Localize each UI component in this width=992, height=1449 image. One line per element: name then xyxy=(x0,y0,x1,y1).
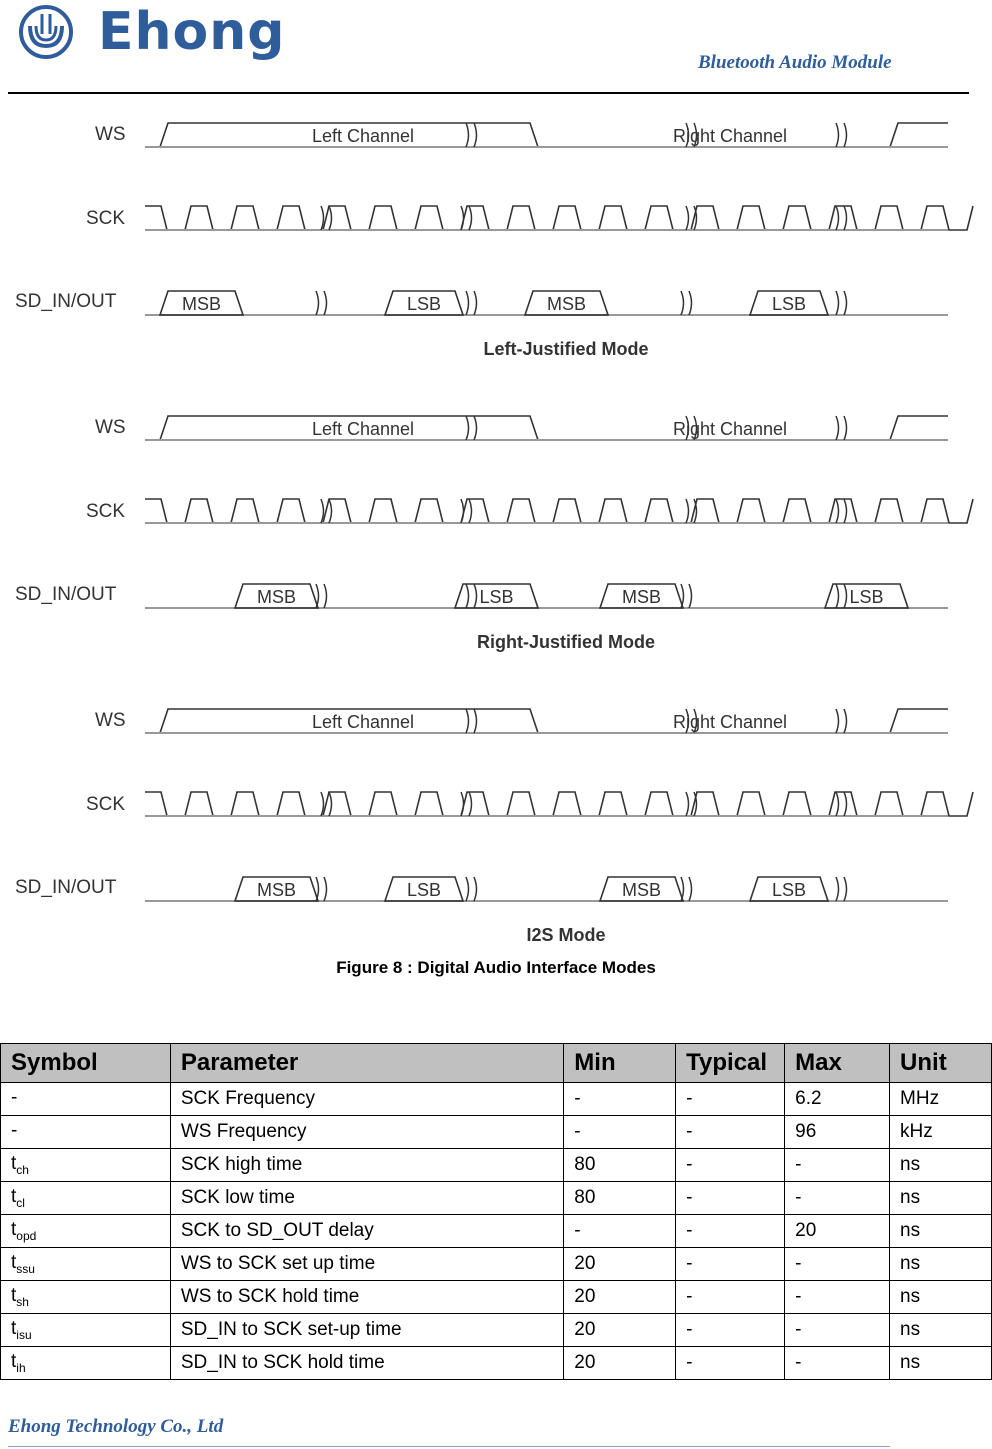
symbol-cell xyxy=(1,1248,171,1281)
footer-company: Ehong Technology Co., Ltd xyxy=(8,1416,224,1437)
break-mark xyxy=(681,877,692,901)
msb-label: MSB xyxy=(621,880,662,900)
right-channel-label: Right Channel xyxy=(672,126,788,146)
sck-signal-label: SCK xyxy=(86,501,126,522)
sd-signal-label: SD_IN/OUT xyxy=(15,291,117,312)
break-mark xyxy=(466,877,477,901)
symbol-cell xyxy=(1,1182,171,1215)
timing-diagram xyxy=(0,105,992,945)
ws-signal-label: WS xyxy=(95,417,126,438)
ws-signal-label: WS xyxy=(95,124,126,145)
typical-cell: - xyxy=(676,1248,785,1281)
symbol-subscript: isu xyxy=(16,1327,32,1342)
symbol-text: t xyxy=(11,1318,17,1340)
symbol-text: t xyxy=(11,1285,17,1307)
sck-waveform xyxy=(145,792,973,816)
typical-cell: - xyxy=(676,1182,785,1215)
header-divider xyxy=(8,92,969,94)
max-cell: - xyxy=(785,1314,890,1347)
parameter-cell: SCK high time xyxy=(170,1149,563,1182)
parameter-cell: SD_IN to SCK set-up time xyxy=(170,1314,563,1347)
header-max: Max xyxy=(785,1044,890,1083)
table-row xyxy=(1,1314,992,1347)
mode-title: Left-Justified Mode xyxy=(483,339,649,359)
unit-cell: ns xyxy=(890,1248,992,1281)
right-channel-label: Right Channel xyxy=(672,712,788,732)
left-channel-label: Left Channel xyxy=(311,419,415,439)
break-mark xyxy=(836,584,847,608)
ws-waveform xyxy=(145,709,948,733)
break-mark xyxy=(836,291,847,315)
header-min: Min xyxy=(564,1044,676,1083)
company-name: Ehong xyxy=(98,2,286,62)
min-cell: - xyxy=(564,1215,676,1248)
break-mark xyxy=(836,123,847,147)
break-mark xyxy=(466,291,477,315)
typical-cell: - xyxy=(676,1116,785,1149)
min-cell: - xyxy=(564,1116,676,1149)
symbol-text: t xyxy=(11,1252,17,1274)
max-cell: - xyxy=(785,1281,890,1314)
lsb-label: LSB xyxy=(771,880,807,900)
parameter-cell: WS Frequency xyxy=(170,1116,563,1149)
unit-cell: ns xyxy=(890,1347,992,1380)
symbol-cell xyxy=(1,1149,171,1182)
parameter-cell: SCK low time xyxy=(170,1182,563,1215)
break-mark xyxy=(466,709,477,733)
typical-cell: - xyxy=(676,1347,785,1380)
table-row xyxy=(1,1347,992,1380)
typical-cell: - xyxy=(676,1281,785,1314)
table-header-row xyxy=(1,1044,992,1083)
table-row xyxy=(1,1248,992,1281)
sck-waveform xyxy=(145,206,973,230)
min-cell: 20 xyxy=(564,1281,676,1314)
ws-waveform xyxy=(145,123,948,147)
sck-waveform xyxy=(145,499,973,523)
table-row xyxy=(1,1281,992,1314)
min-cell: 20 xyxy=(564,1347,676,1380)
sck-signal-label: SCK xyxy=(86,208,126,229)
symbol-cell xyxy=(1,1281,171,1314)
symbol-subscript: ih xyxy=(16,1360,26,1375)
parameter-cell: WS to SCK hold time xyxy=(170,1281,563,1314)
min-cell: 80 xyxy=(564,1182,676,1215)
break-mark xyxy=(316,877,327,901)
module-title: Bluetooth Audio Module xyxy=(698,52,892,73)
msb-label: MSB xyxy=(546,294,587,314)
unit-cell: MHz xyxy=(890,1083,992,1116)
symbol-text: - xyxy=(11,1087,18,1109)
break-mark xyxy=(836,792,847,816)
parameter-cell: SCK Frequency xyxy=(170,1083,563,1116)
parameter-cell: SCK to SD_OUT delay xyxy=(170,1215,563,1248)
ws-waveform xyxy=(145,416,948,440)
symbol-subscript: ssu xyxy=(16,1261,35,1276)
footer-divider xyxy=(8,1446,890,1447)
right-channel-label: Right Channel xyxy=(672,419,788,439)
header-unit: Unit xyxy=(890,1044,992,1083)
typical-cell: - xyxy=(676,1215,785,1248)
break-mark xyxy=(466,584,477,608)
symbol-subscript: sh xyxy=(16,1294,29,1309)
lsb-label: LSB xyxy=(406,880,442,900)
msb-label: MSB xyxy=(181,294,222,314)
mode-title: Right-Justified Mode xyxy=(477,632,655,652)
msb-label: MSB xyxy=(256,880,297,900)
table-row xyxy=(1,1116,992,1149)
typical-cell: - xyxy=(676,1083,785,1116)
break-mark xyxy=(836,877,847,901)
sd-signal-label: SD_IN/OUT xyxy=(15,877,117,898)
symbol-text: t xyxy=(11,1219,17,1241)
sd-signal-label: SD_IN/OUT xyxy=(15,584,117,605)
break-mark xyxy=(316,584,327,608)
break-mark xyxy=(836,499,847,523)
break-mark xyxy=(316,291,327,315)
break-mark xyxy=(681,584,692,608)
symbol-cell xyxy=(1,1347,171,1380)
ehong-logo-icon xyxy=(18,4,74,60)
left-channel-label: Left Channel xyxy=(311,126,415,146)
ws-signal-label: WS xyxy=(95,710,126,731)
lsb-label: LSB xyxy=(849,587,884,607)
max-cell: 6.2 xyxy=(785,1083,890,1116)
company-logo xyxy=(18,2,286,64)
typical-cell: - xyxy=(676,1149,785,1182)
header-typical: Typical xyxy=(676,1044,785,1083)
header-symbol: Symbol xyxy=(1,1044,171,1083)
symbol-cell xyxy=(1,1314,171,1347)
break-mark xyxy=(836,709,847,733)
unit-cell: ns xyxy=(890,1182,992,1215)
max-cell: 96 xyxy=(785,1116,890,1149)
parameter-cell: SD_IN to SCK hold time xyxy=(170,1347,563,1380)
min-cell: 20 xyxy=(564,1248,676,1281)
break-mark xyxy=(836,206,847,230)
table-row xyxy=(1,1215,992,1248)
msb-label: MSB xyxy=(256,587,297,607)
symbol-text: t xyxy=(11,1153,17,1175)
lsb-label: LSB xyxy=(771,294,807,314)
symbol-cell xyxy=(1,1116,171,1149)
max-cell: - xyxy=(785,1347,890,1380)
break-mark xyxy=(466,123,477,147)
break-mark xyxy=(836,416,847,440)
parameter-cell: WS to SCK set up time xyxy=(170,1248,563,1281)
typical-cell: - xyxy=(676,1314,785,1347)
mode-title: I2S Mode xyxy=(526,925,606,945)
unit-cell: ns xyxy=(890,1314,992,1347)
min-cell: 20 xyxy=(564,1314,676,1347)
unit-cell: ns xyxy=(890,1281,992,1314)
header-parameter: Parameter xyxy=(170,1044,563,1083)
symbol-cell xyxy=(1,1083,171,1116)
figure-caption: Figure 8 : Digital Audio Interface Modes xyxy=(336,958,656,977)
symbol-subscript: ch xyxy=(16,1162,29,1177)
max-cell: 20 xyxy=(785,1215,890,1248)
timing-spec-table xyxy=(0,1043,992,1380)
msb-label: MSB xyxy=(621,587,662,607)
symbol-text: t xyxy=(11,1351,17,1373)
symbol-subscript: cl xyxy=(16,1195,25,1210)
unit-cell: ns xyxy=(890,1215,992,1248)
min-cell: - xyxy=(564,1083,676,1116)
lsb-label: LSB xyxy=(406,294,442,314)
symbol-text: t xyxy=(11,1186,17,1208)
min-cell: 80 xyxy=(564,1149,676,1182)
max-cell: - xyxy=(785,1248,890,1281)
symbol-text: - xyxy=(11,1120,18,1142)
unit-cell: ns xyxy=(890,1149,992,1182)
table-row xyxy=(1,1182,992,1215)
sck-signal-label: SCK xyxy=(86,794,126,815)
symbol-subscript: opd xyxy=(16,1228,37,1243)
max-cell: - xyxy=(785,1149,890,1182)
unit-cell: kHz xyxy=(890,1116,992,1149)
symbol-cell xyxy=(1,1215,171,1248)
table-row xyxy=(1,1149,992,1182)
max-cell: - xyxy=(785,1182,890,1215)
table-row xyxy=(1,1083,992,1116)
page-header xyxy=(0,0,992,96)
left-channel-label: Left Channel xyxy=(311,712,415,732)
break-mark xyxy=(681,291,692,315)
lsb-label: LSB xyxy=(479,587,514,607)
break-mark xyxy=(466,416,477,440)
